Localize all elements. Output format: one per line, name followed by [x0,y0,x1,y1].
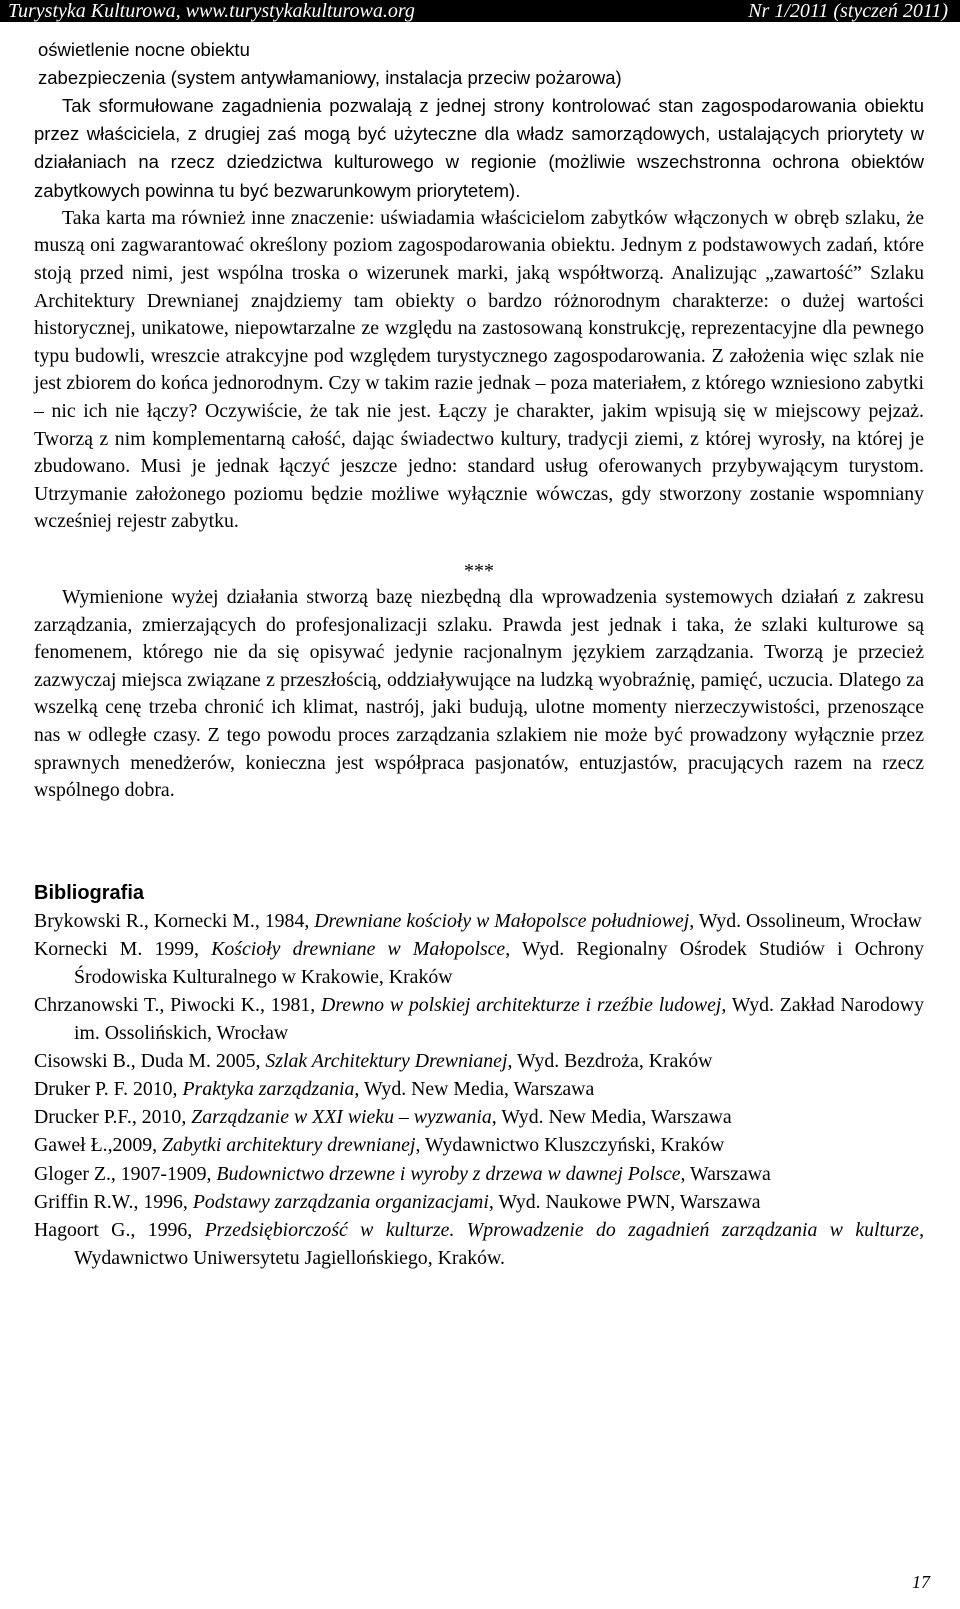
entry-title: Przedsiębiorczość w kulturze. Wprowadzenie do zagadnień zarządzania w kulturze [204,1218,920,1241]
bibliography-entry [34,1103,924,1131]
entry-publisher: , Wyd. Regionalny Ośrodek Studiów i Ochrony Środowiska Kulturalnego w Krakowie, Kraków [74,937,924,988]
page-number: 17 [912,1572,930,1592]
entry-authors: Brykowski R., Kornecki M., 1984, [34,909,315,932]
bibliography-entry [34,1160,924,1188]
entry-authors: Druker P. F. 2010, [34,1078,183,1101]
entry-publisher: , Warszawa [680,1162,771,1185]
entry-publisher: , Wyd. Zakład Narodowy im. Ossolińskich, Wrocław [74,993,924,1045]
entry-authors: Hagoort G., 1996, [34,1218,205,1241]
entry-publisher: , Wydawnictwo Uniwersytetu Jagiellońskiego, Kraków. [74,1218,925,1269]
entry-title: Kościoły drewniane w Małopolsce [211,937,506,960]
entry-publisher: , Wyd. Naukowe PWN, Warszawa [488,1190,761,1213]
journal-title: Turystyka Kulturowa, www.turystykakulturowa.org [8,0,415,22]
section-separator: *** [464,559,494,582]
entry-title: Drewno w polskiej architekturze i rzeźbie ludowej [321,993,722,1016]
entry-authors: Chrzanowski T., Piwocki K., 1981, [34,993,322,1016]
entry-title: Praktyka zarządzania [182,1078,355,1101]
entry-authors: Drucker P.F., 2010, [34,1106,192,1129]
bibliography-entry [34,935,924,991]
entry-authors: Kornecki M. 1999, [34,937,212,960]
entry-publisher: , Wydawnictwo Kluszczyński, Kraków [415,1134,725,1157]
entry-title: Zarządzanie w XXI wieku – wyzwania [191,1106,492,1129]
paragraph: Tak sformułowane zagadnienia pozwalają z jednej strony kontrolować stan zagospodarowania obiektu przez właściciela, z drugiej zaś mogą być użyteczne dla władz samorządowych, ustalających priorytety w działaniach na rzecz dziedzictwa kulturowego w regionie (możliwie wszechstronna ochrona obiektów zabytkowych powinna tu być bezwarunkowym priorytetem). [34,95,924,201]
bibliography-entry [34,907,924,935]
entry-title: Podstawy zarządzania organizacjami [192,1190,489,1213]
entry-authors: Griffin R.W., 1996, [34,1190,193,1213]
bibliography-entry [34,1131,924,1159]
bibliography-entry [34,991,924,1047]
list-item: oświetlenie nocne obiektu [38,39,250,60]
bibliography-list [34,907,924,1272]
bibliography-entry [34,1216,924,1272]
entry-authors: Cisowski B., Duda M. 2005, [34,1050,266,1073]
entry-publisher: , Wyd. Bezdroża, Kraków [507,1050,713,1073]
page-header [0,0,960,22]
bibliography-entry [34,1188,924,1216]
paragraph: Wymienione wyżej działania stworzą bazę niezbędną dla wprowadzenia systemowych działań z zakresu zarządzania, zmierzających do profesjonalizacji szlaku. Prawda jest jednak i taka, że szlaki kulturowe są fenomenem, którego nie da się opisywać jedynie racjonalnym językiem zarządzania. Tworzą je przecież zazwyczaj miejsca związane z przeszłością, oddziaływujące na ludzką wyobraźnię, pamięć, uczucia. Dlatego za wszelką cenę trzeba chronić ich klimat, nastrój, jaki budują, ulotne momenty nierzeczywistości, przenoszące nas w odległe czasy. Z tego powodu proces zarządzania szlakiem nie może być prowadzony wyłącznie przez sprawnych menedżerów, konieczna jest współpraca pasjonatów, entuzjastów, pracujących razem na rzecz wspólnego dobra. [34,585,924,802]
entry-authors: Gaweł Ł.,2009, [34,1134,162,1157]
entry-title: Szlak Architektury Drewnianej [265,1050,508,1073]
entry-publisher: , Wyd. New Media, Warszawa [354,1078,595,1101]
page-content [34,36,924,1272]
bibliography-entry [34,1047,924,1075]
bibliography-heading: Bibliografia [34,881,145,904]
paragraph: Taka karta ma również inne znaczenie: uświadamia właścicielom zabytków włączonych w obręb szlaku, że muszą oni zagwarantować określony poziom zagospodarowania obiektu. Jednym z podstawowych zadań, które stoją przed nimi, jest wspólna troska o wizerunek marki, jaką współtworzą. Analizując „zawartość” Szlaku Architektury Drewnianej znajdziemy tam obiekty o bardzo różnorodnym charakterze: o dużej wartości historycznej, unikatowe, niepowtarzalne ze względu na zastosowaną konstrukcję, reprezentacyjne dla pewnego typu budowli, wreszcie atrakcyjne pod względem turystycznego zagospodarowania. Z założenia więc szlak nie jest zbiorem do końca jednorodnym. Czy w takim razie jednak – poza materiałem, z którego wzniesiono zabytki – nic ich nie łączy? Oczywiście, że tak nie jest. Łączy je charakter, jakim wpisują się w miejscowy pejzaż. Tworzą z nim komplementarną całość, dając świadectwo kultury, tradycji ziemi, z której wyrosły, na której je zbudowano. Musi je jednak łączyć jeszcze jedno: standard usług oferowanych przybywającym turystom. Utrzymanie założonego poziomu będzie możliwe wyłącznie wówczas, gdy stworzony zostanie wspomniany wcześniej rejestr zabytku. [34,206,924,533]
entry-authors: Gloger Z., 1907-1909, [34,1162,217,1185]
bibliography-entry [34,1075,924,1103]
issue-number: Nr 1/2011 (styczeń 2011) [748,0,948,22]
list-item: zabezpieczenia (system antywłamaniowy, instalacja przeciw pożarowa) [38,67,622,88]
entry-title: Budownictwo drzewne i wyroby z drzewa w dawnej Polsce [216,1162,681,1185]
entry-title: Drewniane kościoły w Małopolsce południowej [314,909,690,932]
entry-publisher: , Wyd. New Media, Warszawa [491,1106,732,1129]
entry-title: Zabytki architektury drewnianej [162,1134,416,1157]
entry-publisher: , Wyd. Ossolineum, Wrocław [689,909,922,932]
